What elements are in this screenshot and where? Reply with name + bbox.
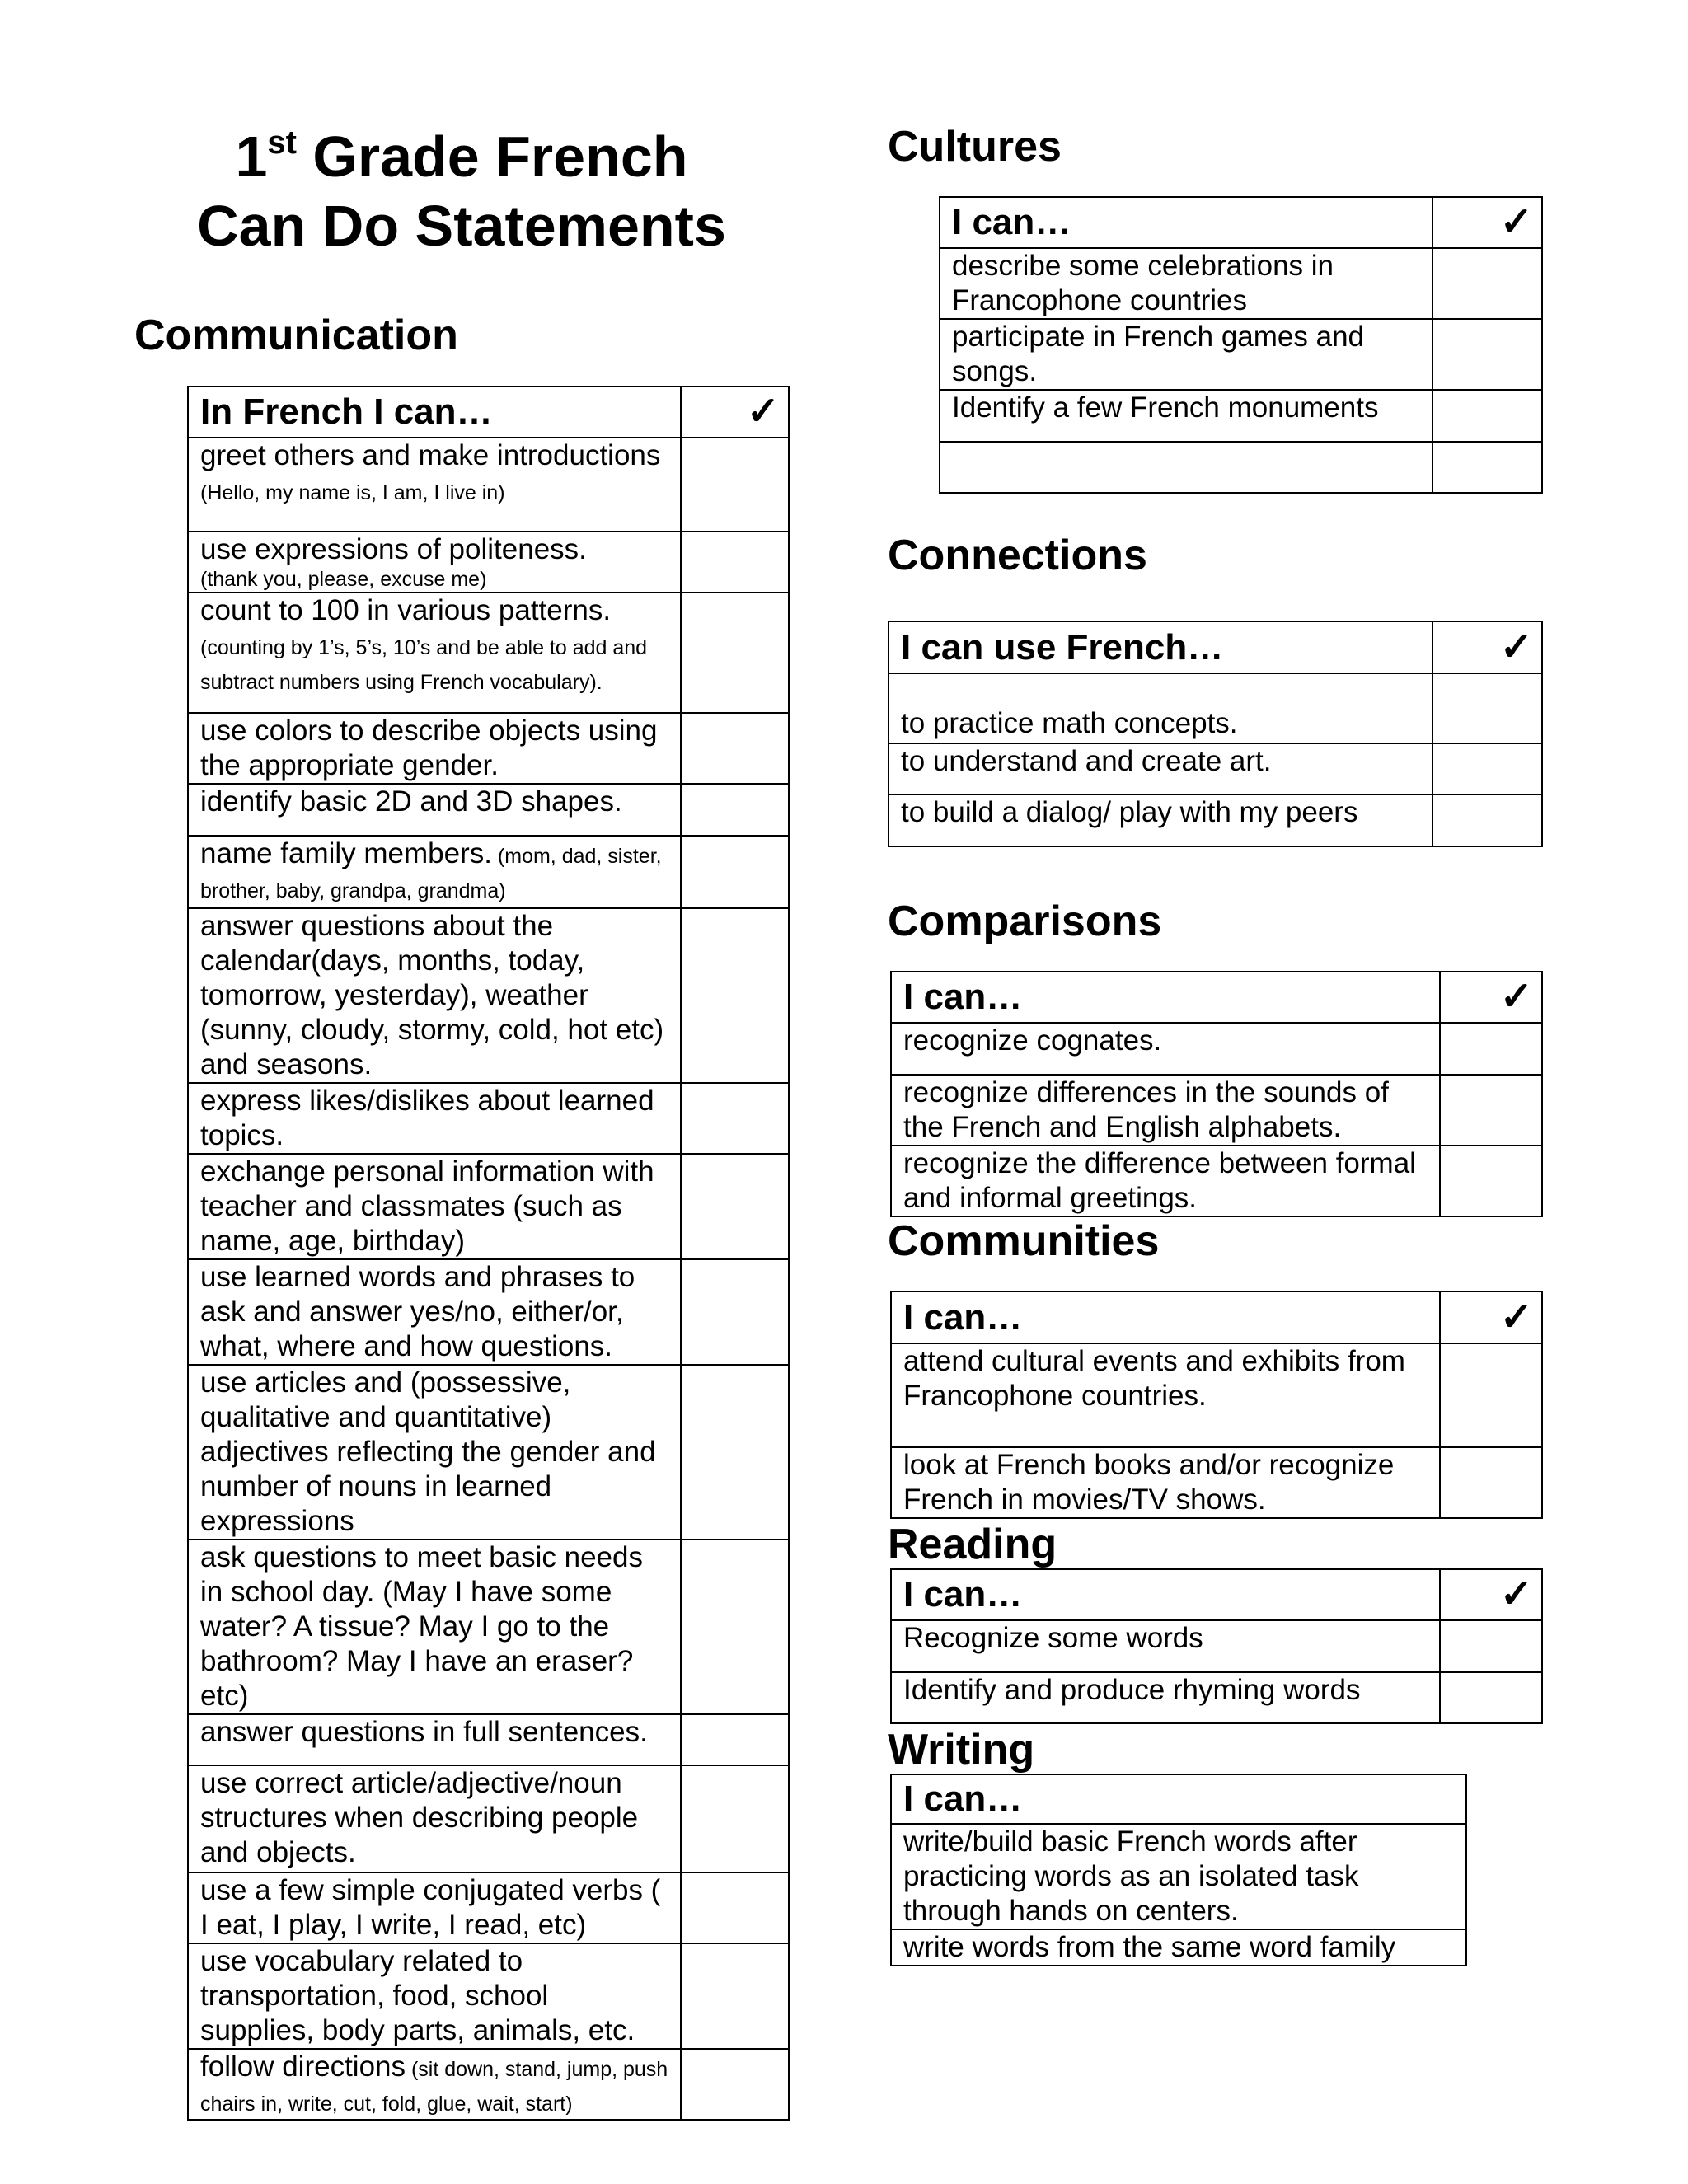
check-cell[interactable] [681, 2049, 789, 2120]
communication-item: use articles and (possessive, qualitative and quantitative) adjectives reflecting the gender and number of nouns in learned expressions [188, 1365, 681, 1540]
communication-item: name family members. (mom, dad, sister, brother, baby, grandpa, grandma) [188, 836, 681, 908]
check-cell[interactable] [681, 1365, 789, 1540]
cultures-item [940, 442, 1432, 493]
checkmark-icon: ✓ [1440, 1569, 1542, 1620]
cultures-item: Identify a few French monuments [940, 390, 1432, 442]
check-cell[interactable] [681, 908, 789, 1083]
checkmark-icon: ✓ [1432, 197, 1542, 248]
communication-item: identify basic 2D and 3D shapes. [188, 784, 681, 836]
communication-item: use a few simple conjugated verbs ( I eat, I play, I write, I read, etc) [188, 1872, 681, 1943]
checkmark-icon: ✓ [1432, 621, 1542, 673]
check-cell[interactable] [681, 784, 789, 836]
writing-item: write words from the same word family [891, 1929, 1466, 1966]
check-cell[interactable] [681, 713, 789, 784]
communication-table [187, 386, 790, 2121]
connections-item: to understand and create art. [889, 743, 1432, 794]
check-cell[interactable] [681, 1943, 789, 2049]
communication-item: count to 100 in various patterns.(counting by 1’s, 5’s, 10’s and be able to add and subtract numbers using French vocabulary). [188, 593, 681, 713]
title-ordinal: st [267, 124, 297, 161]
communication-item: ask questions to meet basic needs in school day. (May I have some water? A tissue? May I go to the bathroom? May I have an eraser? etc) [188, 1540, 681, 1714]
cultures-header: I can… [940, 197, 1432, 248]
comparisons-item: recognize the difference between formal and informal greetings. [891, 1146, 1440, 1216]
check-cell[interactable] [1432, 743, 1542, 794]
communication-item: follow directions (sit down, stand, jump, push chairs in, write, cut, fold, glue, wait, start) [188, 2049, 681, 2120]
check-cell[interactable] [681, 532, 789, 593]
connections-table [888, 621, 1543, 847]
writing-item: write/build basic French words after practicing words as an isolated task through hands on centers. [891, 1824, 1466, 1929]
connections-header: I can use French… [889, 621, 1432, 673]
reading-item: Recognize some words [891, 1620, 1440, 1672]
writing-table [890, 1774, 1467, 1966]
connections-item: to practice math concepts. [889, 673, 1432, 743]
title-line1-rest: Grade French [296, 124, 688, 189]
communication-item: greet others and make introductions (Hello, my name is, I am, I live in) [188, 438, 681, 532]
check-cell[interactable] [681, 1765, 789, 1872]
check-cell[interactable] [681, 1872, 789, 1943]
check-cell[interactable] [1440, 1343, 1542, 1447]
check-cell[interactable] [1440, 1023, 1542, 1075]
checkmark-icon: ✓ [1440, 972, 1542, 1023]
communication-item: use vocabulary related to transportation, food, school supplies, body parts, animals, etc. [188, 1943, 681, 2049]
reading-item: Identify and produce rhyming words [891, 1672, 1440, 1723]
comparisons-header: I can… [891, 972, 1440, 1023]
writing-header: I can… [891, 1774, 1466, 1824]
cultures-item: participate in French games and songs. [940, 319, 1432, 390]
cultures-table [939, 196, 1543, 494]
communication-item: exchange personal information with teacher and classmates (such as name, age, birthday) [188, 1154, 681, 1259]
communication-item: express likes/dislikes about learned topics. [188, 1083, 681, 1154]
reading-heading: Reading [888, 1521, 1057, 1568]
check-cell[interactable] [681, 836, 789, 908]
check-cell[interactable] [681, 1540, 789, 1714]
check-cell[interactable] [681, 1154, 789, 1259]
check-cell[interactable] [1440, 1620, 1542, 1672]
check-cell[interactable] [1432, 390, 1542, 442]
check-cell[interactable] [681, 1259, 789, 1365]
reading-header: I can… [891, 1569, 1440, 1620]
check-cell[interactable] [681, 1714, 789, 1765]
check-cell[interactable] [1432, 442, 1542, 493]
check-cell[interactable] [1432, 673, 1542, 743]
cultures-heading: Cultures [888, 123, 1062, 171]
page-title [132, 122, 791, 260]
communication-item: use correct article/adjective/noun structures when describing people and objects. [188, 1765, 681, 1872]
cultures-item: describe some celebrations in Francophone countries [940, 248, 1432, 319]
check-cell[interactable] [1432, 794, 1542, 846]
check-cell[interactable] [1440, 1075, 1542, 1146]
check-cell[interactable] [1432, 319, 1542, 390]
communication-item: answer questions about the calendar(days, months, today, tomorrow, yesterday), weather (sunny, cloudy, stormy, cold, hot etc) and seasons. [188, 908, 681, 1083]
title-line2: Can Do Statements [197, 194, 726, 258]
communities-header: I can… [891, 1291, 1440, 1343]
check-cell[interactable] [681, 1083, 789, 1154]
comparisons-heading: Comparisons [888, 898, 1162, 945]
comparisons-item: recognize cognates. [891, 1023, 1440, 1075]
check-cell[interactable] [1440, 1146, 1542, 1216]
check-cell[interactable] [1440, 1447, 1542, 1518]
communication-item: answer questions in full sentences. [188, 1714, 681, 1765]
connections-item: to build a dialog/ play with my peers [889, 794, 1432, 846]
check-cell[interactable] [681, 593, 789, 713]
reading-table [890, 1568, 1543, 1724]
title-grade-number: 1 [235, 124, 268, 189]
communication-header: In French I can… [188, 387, 681, 438]
communities-table [890, 1291, 1543, 1519]
communication-item: use colors to describe objects using the appropriate gender. [188, 713, 681, 784]
communication-item: use expressions of politeness. (thank you, please, excuse me) [188, 532, 681, 593]
check-cell[interactable] [1440, 1672, 1542, 1723]
check-cell[interactable] [1432, 248, 1542, 319]
checkmark-icon: ✓ [681, 387, 789, 438]
comparisons-table [890, 971, 1543, 1217]
writing-heading: Writing [888, 1726, 1035, 1774]
comparisons-item: recognize differences in the sounds of the French and English alphabets. [891, 1075, 1440, 1146]
communities-heading: Communities [888, 1217, 1160, 1265]
check-cell[interactable] [681, 438, 789, 532]
communication-item: use learned words and phrases to ask and answer yes/no, either/or, what, where and how questions. [188, 1259, 681, 1365]
communities-item: look at French books and/or recognize French in movies/TV shows. [891, 1447, 1440, 1518]
communities-item: attend cultural events and exhibits from Francophone countries. [891, 1343, 1440, 1447]
connections-heading: Connections [888, 532, 1147, 579]
communication-heading: Communication [134, 312, 458, 359]
checkmark-icon: ✓ [1440, 1291, 1542, 1343]
